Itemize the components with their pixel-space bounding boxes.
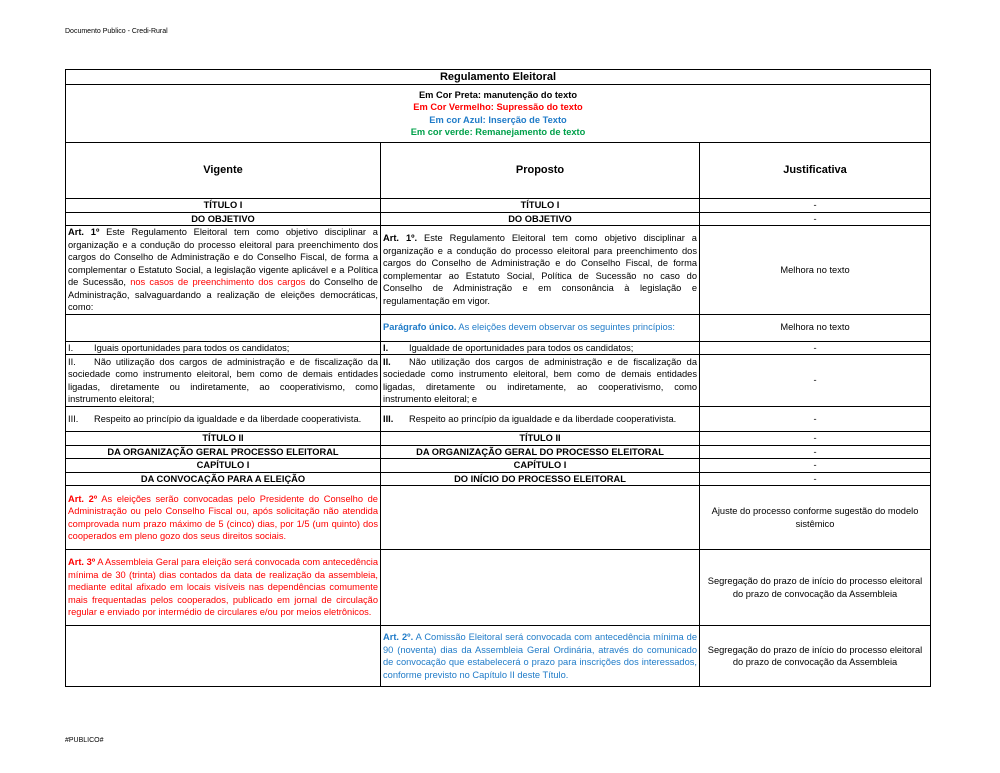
- item-number: I.: [383, 342, 389, 353]
- column-header-proposto: Proposto: [381, 143, 700, 199]
- cell: TÍTULO I: [66, 199, 381, 213]
- cell: -: [700, 472, 931, 486]
- column-header-justificativa: Justificativa: [700, 143, 931, 199]
- color-legend: [66, 85, 931, 143]
- article-label: Art. 1º: [68, 227, 100, 237]
- removed-text: A Assembleia Geral para eleição será convocada com antecedência mínima de 30 (trinta) dias contados da data de realização da assembleia, mediante edital afixado em locais visíveis nas dependências comumente mais frequentadas pelos cooperados, publicado em jornal de circulação regular e enviado por intermédio de circulares e/ou por meios eletrônicos.: [68, 557, 378, 618]
- table-row: [66, 407, 931, 432]
- cell: [66, 341, 381, 355]
- table-row: [66, 432, 931, 446]
- text: Não utilização dos cargos de administração e de fiscalização da sociedade como instrumento eleitoral, bem como de demais entidades ligadas, diretamente ou indiretamente, ao cooperativismo, como instrumento eleitoral;: [68, 356, 378, 404]
- item-number: III.: [68, 413, 79, 424]
- cell: TÍTULO II: [66, 432, 381, 446]
- cell: Melhora no texto: [700, 314, 931, 341]
- article-label: Art. 1º.: [383, 233, 418, 244]
- cell: DA ORGANIZAÇÃO GERAL PROCESSO ELEITORAL: [66, 445, 381, 459]
- table-title: Regulamento Eleitoral: [66, 70, 931, 85]
- text: do Conselho de Administração, salvaguardando a realização de eleições democráticas, como:: [68, 277, 378, 312]
- text: Não utilização dos cargos de administração e de fiscalização da sociedade como instrumento eleitoral, bem como de demais entidades ligadas, diretamente ou indiretamente, ao cooperativismo, como instrumento eleitoral; e: [383, 356, 697, 404]
- cell: -: [700, 341, 931, 355]
- legend-red: Em Cor Vermelho: Supressão do texto: [413, 102, 583, 112]
- text: Respeito ao princípio da igualdade e da liberdade cooperativista.: [409, 413, 677, 424]
- cell: DO INÍCIO DO PROCESSO ELEITORAL: [381, 472, 700, 486]
- item-number: I.: [68, 342, 74, 353]
- table-row: [66, 355, 931, 407]
- text: Respeito ao princípio da igualdade e da liberdade cooperativista.: [94, 413, 362, 424]
- legend-blue: Em cor Azul: Inserção de Texto: [429, 114, 567, 125]
- legend-black: Em Cor Preta: manutenção do texto: [418, 89, 578, 100]
- cell: [381, 407, 700, 432]
- cell: [66, 626, 381, 687]
- article-label: Art. 2º.: [383, 632, 414, 642]
- page-header: Documento Publico - Credi-Rural: [65, 28, 168, 35]
- removed-text: nos casos de preenchimento dos cargos: [130, 277, 306, 287]
- table-row: [66, 199, 931, 213]
- table-row: [66, 626, 931, 687]
- inserted-text: A Comissão Eleitoral será convocada com antecedência mínima de 90 (noventa) dias da Assembleia Geral Ordinária, através do comunicado de convocação que estabelecerá o prazo para inscrições dos interessados, conforme previsto no Capítulo II deste Título.: [383, 632, 697, 680]
- table-row: [66, 314, 931, 341]
- cell: Segregação do prazo de início do processo eleitoral do prazo de convocação da Assembleia: [700, 550, 931, 626]
- item-number: II.: [68, 356, 76, 367]
- article-label: Art. 2º: [68, 493, 98, 504]
- cell: DA ORGANIZAÇÃO GERAL DO PROCESSO ELEITORAL: [381, 445, 700, 459]
- cell: DO OBJETIVO: [381, 212, 700, 226]
- cell: [381, 341, 700, 355]
- cell: Segregação do prazo de início do processo eleitoral do prazo de convocação da Assembleia: [700, 626, 931, 687]
- item-number: II.: [383, 356, 391, 367]
- cell: -: [700, 445, 931, 459]
- cell: -: [700, 459, 931, 473]
- cell: [381, 226, 700, 315]
- cell: CAPÍTULO I: [66, 459, 381, 473]
- cell: [66, 355, 381, 407]
- cell: DA CONVOCAÇÃO PARA A ELEIÇÃO: [66, 472, 381, 486]
- cell: [381, 626, 700, 687]
- page-footer: #PUBLICO#: [65, 737, 104, 744]
- table-row: [66, 341, 931, 355]
- paragraph-label: Parágrafo único.: [383, 322, 457, 333]
- cell: [66, 550, 381, 626]
- cell: -: [700, 407, 931, 432]
- cell: -: [700, 212, 931, 226]
- table-row: [66, 472, 931, 486]
- table-row: [66, 459, 931, 473]
- text: Este Regulamento Eleitoral tem como objetivo disciplinar a organização e a condução do processo eleitoral para preenchimento dos cargos do Conselho de Administração e do Conselho Fiscal, de forma a complementar o Estatuto Social, a legislação vigente aplicável e a Política de Sucessão,: [68, 227, 378, 287]
- cell: -: [700, 199, 931, 213]
- cell: [381, 550, 700, 626]
- cell: -: [700, 355, 931, 407]
- cell: [66, 407, 381, 432]
- text: Este Regulamento Eleitoral tem como objetivo disciplinar a organização e a condução do processo eleitoral para preenchimento dos cargos do Conselho de Administração e do Conselho Fiscal, de forma complementar ao Estatuto Social, Política de Sucessão no caso do Conselho de Administração e em consonância à legislação e regulamentação em vigor.: [383, 233, 697, 306]
- table-row: [66, 212, 931, 226]
- cell: [381, 355, 700, 407]
- cell: -: [700, 432, 931, 446]
- table-row: [66, 486, 931, 550]
- regulation-comparison-table: [65, 69, 931, 687]
- inserted-text: As eleições devem observar os seguintes princípios:: [456, 322, 675, 333]
- article-label: Art. 3º: [68, 557, 96, 568]
- table-row: [66, 550, 931, 626]
- cell: DO OBJETIVO: [66, 212, 381, 226]
- removed-text: As eleições serão convocadas pelo Presidente do Conselho de Administração ou pelo Conselho Fiscal ou, após solicitação não atendida comprovada num prazo máximo de 5 (cinco) dias, por 1/5 (um quinto) dos cooperados em pleno gozo dos seus direitos sociais.: [68, 493, 378, 541]
- cell: TÍTULO II: [381, 432, 700, 446]
- cell: [381, 486, 700, 550]
- text: Igualdade de oportunidades para todos os candidatos;: [409, 342, 634, 353]
- text: Iguais oportunidades para todos os candidatos;: [94, 342, 290, 353]
- cell: CAPÍTULO I: [381, 459, 700, 473]
- cell: TÍTULO I: [381, 199, 700, 213]
- legend-green: Em cor verde: Remanejamento de texto: [410, 127, 586, 137]
- column-header-vigente: Vigente: [66, 143, 381, 199]
- table-row: [66, 445, 931, 459]
- cell: [66, 314, 381, 341]
- cell: Ajuste do processo conforme sugestão do modelo sistêmico: [700, 486, 931, 550]
- table-row: [66, 226, 931, 315]
- item-number: III.: [383, 413, 394, 424]
- cell: [66, 226, 381, 315]
- cell: Melhora no texto: [700, 226, 931, 315]
- cell: [381, 314, 700, 341]
- cell: [66, 486, 381, 550]
